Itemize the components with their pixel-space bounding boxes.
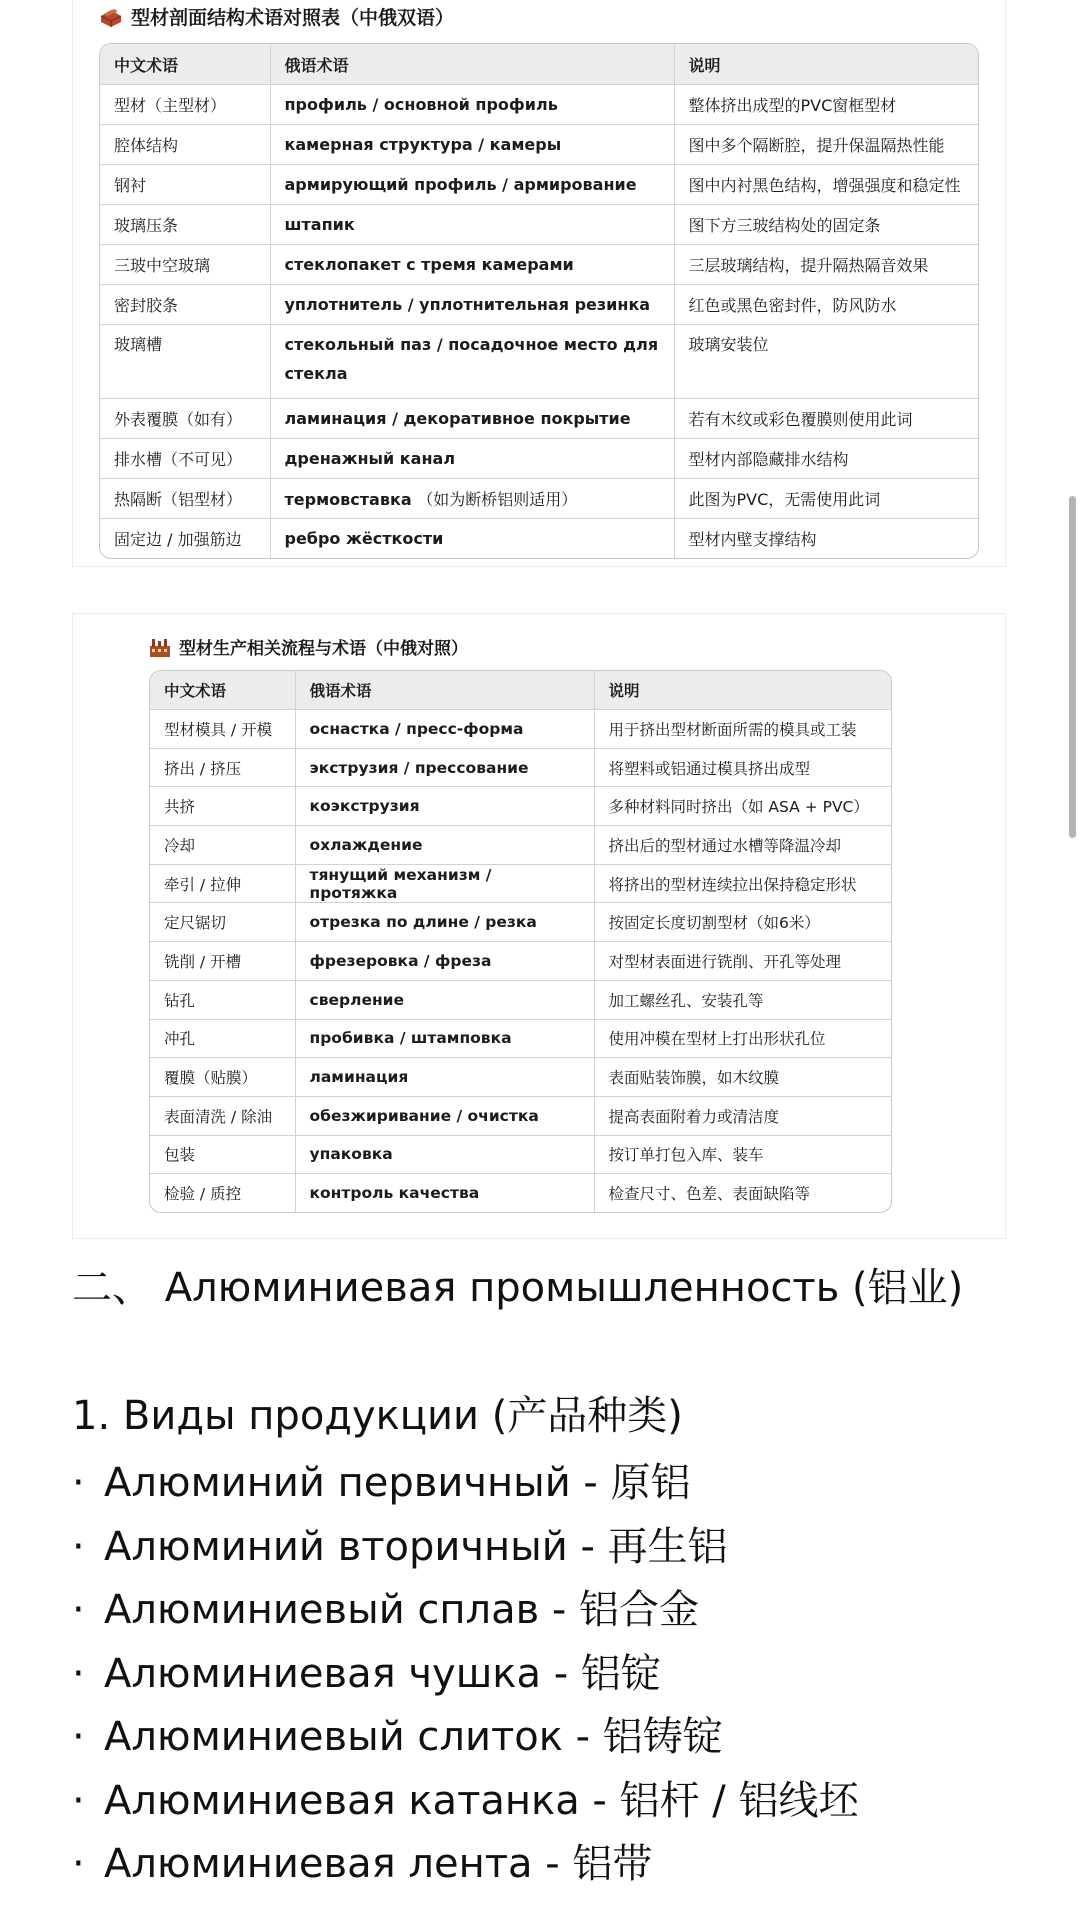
cell-cn: 排水槽（不可见） [100, 439, 270, 479]
table2-title-text: 型材生产相关流程与术语（中俄对照） [179, 639, 468, 659]
cell-ru: коэкструзия [295, 787, 594, 826]
list-item-text: Алюминиевая лента - 铝带 [104, 1841, 653, 1887]
cell-cn: 检验 / 质控 [150, 1174, 295, 1212]
cell-note: 三层玻璃结构，提升隔热隔音效果 [674, 245, 978, 285]
cell-ru: стекольный паз / посадочное место для стекла [270, 325, 674, 399]
brick-icon [99, 6, 123, 28]
table-row [100, 479, 978, 519]
cell-note: 检查尺寸、色差、表面缺陷等 [608, 1185, 811, 1204]
cell-note: 整体挤出成型的PVC窗框型材 [674, 85, 978, 125]
list-item-text: Алюминий вторичный - 再生铝 [104, 1523, 728, 1570]
cell-ru-note: （如为断桥铝则适用） [417, 490, 578, 509]
cell-cn: 腔体结构 [100, 125, 270, 165]
cell-ru: оснастка / пресс-форма [295, 710, 594, 749]
table-row [100, 85, 978, 125]
table-row [100, 399, 978, 439]
cell-note: 对型材表面进行铣削、开孔等处理 [594, 942, 891, 981]
scrollbar-thumb[interactable] [1069, 496, 1076, 838]
cell-ru: охлаждение [295, 826, 594, 865]
cell-note: 图中内衬黑色结构，增强强度和稳定性 [674, 165, 978, 205]
cell-cn: 玻璃压条 [100, 205, 270, 245]
cell-note: 按固定长度切割型材（如6米） [594, 903, 891, 942]
list-item [72, 1579, 858, 1643]
list-item-text: Алюминиевая чушка - 铝锭 [104, 1650, 661, 1697]
table-row [150, 710, 891, 749]
table-row [150, 748, 891, 787]
cell-cn: 共挤 [150, 787, 295, 826]
cell-note: 玻璃安装位 [674, 325, 978, 399]
cell-ru: армирующий профиль / армирование [270, 165, 674, 205]
cell-note: 将挤出的型材连续拉出保持稳定形状 [594, 864, 891, 903]
table1-title-text: 型材剖面结构术语对照表（中俄双语） [131, 7, 455, 29]
table-row [150, 1058, 891, 1097]
table-image-production [72, 613, 1006, 1239]
header-cn: 中文术语 [100, 44, 270, 85]
cell-cn: 玻璃槽 [100, 325, 270, 399]
cell-cn: 密封胶条 [100, 285, 270, 325]
list-item-text: Алюминиевый сплав - 铝合金 [104, 1587, 700, 1633]
table-row [150, 942, 891, 981]
list-item [72, 1643, 858, 1707]
header-ru: 俄语术语 [270, 44, 674, 85]
cell-ru: ламинация / декоративное покрытие [270, 399, 674, 439]
header-note: 说明 [594, 671, 891, 710]
cell-note: 型材内壁支撑结构 [688, 530, 817, 549]
table-image-cross-section [72, 0, 1006, 567]
cell-ru: дренажный канал [270, 439, 674, 479]
table-row [100, 325, 978, 399]
table2 [149, 670, 892, 1213]
cell-note: 使用冲模在型材上打出形状孔位 [594, 1019, 891, 1058]
table-row [150, 903, 891, 942]
cell-cn: 固定边 / 加强筋边 [100, 519, 270, 559]
table1-title [99, 3, 454, 30]
cell-note: 用于挤出型材断面所需的模具或工装 [594, 710, 891, 749]
bullet: · [72, 1777, 85, 1824]
bullet: · [72, 1587, 85, 1633]
list-item [72, 1706, 858, 1770]
header-cn: 中文术语 [150, 671, 295, 710]
list-item [72, 1770, 858, 1834]
table-row [150, 1174, 891, 1212]
table-header-row [150, 671, 891, 710]
cell-ru-term: термовставка [284, 490, 412, 509]
cell-ru: отрезка по длине / резка [295, 903, 594, 942]
table-row [150, 1019, 891, 1058]
cell-ru: упаковка [295, 1135, 594, 1174]
cell-ru: камерная структура / камеры [270, 125, 674, 165]
cell-ru: уплотнитель / уплотнительная резинка [270, 285, 674, 325]
table-row [100, 205, 978, 245]
cell-note: 若有木纹或彩色覆膜则使用此词 [674, 399, 978, 439]
table-row [100, 519, 978, 559]
table-row [150, 864, 891, 903]
bullet: · [72, 1841, 85, 1887]
cell-note: 此图为PVC，无需使用此词 [674, 479, 978, 519]
table-row [100, 165, 978, 205]
cell-ru: контроль качества [295, 1174, 594, 1212]
table-row [100, 285, 978, 325]
cell-cn: 覆膜（贴膜） [150, 1058, 295, 1097]
cell-cn: 冲孔 [150, 1019, 295, 1058]
bullet: · [72, 1714, 85, 1760]
product-list [72, 1452, 858, 1897]
cell-note: 图中多个隔断腔，提升保温隔热性能 [674, 125, 978, 165]
cell-ru: фрезеровка / фреза [295, 942, 594, 981]
list-item [72, 1516, 858, 1580]
cell-note: 将塑料或铝通过模具挤出成型 [594, 748, 891, 787]
cell-ru: профиль / основной профиль [270, 85, 674, 125]
list-item [72, 1452, 858, 1516]
list-item-text: Алюминиевый слиток - 铝铸锭 [104, 1714, 723, 1760]
cell-ru: штапик [270, 205, 674, 245]
cell-ru: ребро жёсткости [270, 519, 674, 559]
cell-ru: стеклопакет с тремя камерами [270, 245, 674, 285]
cell-note: 型材内部隐藏排水结构 [674, 439, 978, 479]
cell-ru: пробивка / штамповка [295, 1019, 594, 1058]
cell-note: 表面贴装饰膜，如木纹膜 [594, 1058, 891, 1097]
cell-ru: экструзия / прессование [295, 748, 594, 787]
cell-ru: сверление [295, 980, 594, 1019]
cell-note: 挤出后的型材通过水槽等降温冷却 [594, 826, 891, 865]
table-row [100, 245, 978, 285]
cell-cn: 冷却 [150, 826, 295, 865]
cell-cn: 表面清洗 / 除油 [150, 1096, 295, 1135]
cell-cn: 型材模具 / 开模 [150, 710, 295, 749]
sub-heading: 1. Виды продукции (产品种类) [72, 1393, 683, 1439]
table-row [150, 980, 891, 1019]
cell-cn: 外表覆膜（如有） [100, 399, 270, 439]
table-row [100, 125, 978, 165]
cell-note: 红色或黑色密封件，防风防水 [674, 285, 978, 325]
factory-icon [149, 636, 171, 658]
bullet: · [72, 1523, 85, 1570]
bullet: · [72, 1460, 85, 1506]
cell-ru [270, 479, 674, 519]
cell-cn: 包装 [150, 1135, 295, 1174]
header-note: 说明 [674, 44, 978, 85]
table2-title [149, 634, 468, 659]
cell-cn: 型材（主型材） [100, 85, 270, 125]
cell-cn: 热隔断（铝型材） [100, 479, 270, 519]
cell-cn: 铣削 / 开槽 [150, 942, 295, 981]
list-item [72, 1833, 858, 1897]
bullet: · [72, 1650, 85, 1697]
cell-note: 多种材料同时挤出（如 ASA + PVC） [594, 787, 891, 826]
table-row [150, 826, 891, 865]
list-item-text: Алюминий первичный - 原铝 [104, 1460, 691, 1506]
cell-ru: обезжиривание / очистка [295, 1096, 594, 1135]
cell-cn: 钻孔 [150, 980, 295, 1019]
table-row [100, 439, 978, 479]
table1 [99, 43, 979, 559]
cell-note: 图下方三玻结构处的固定条 [674, 205, 978, 245]
cell-note: 提高表面附着力或清洁度 [594, 1096, 891, 1135]
header-ru: 俄语术语 [295, 671, 594, 710]
table-row [150, 1135, 891, 1174]
cell-note: 加工螺丝孔、安装孔等 [594, 980, 891, 1019]
cell-cn: 钢衬 [100, 165, 270, 205]
cell-cn: 牵引 / 拉伸 [150, 864, 295, 903]
list-item-text: Алюминиевая катанка - 铝杆 / 铝线坯 [104, 1777, 859, 1824]
table-row [150, 787, 891, 826]
cell-note: 按订单打包入库、装车 [594, 1135, 891, 1174]
cell-cn: 定尺锯切 [150, 903, 295, 942]
cell-ru: ламинация [295, 1058, 594, 1097]
section-heading: 二、 Алюминиевая промышленность (铝业) [72, 1265, 964, 1311]
table-header-row [100, 44, 978, 85]
table-row [150, 1096, 891, 1135]
cell-cn: 挤出 / 挤压 [150, 748, 295, 787]
cell-ru: тянущий механизм / протяжка [295, 864, 594, 903]
cell-cn: 三玻中空玻璃 [100, 245, 270, 285]
